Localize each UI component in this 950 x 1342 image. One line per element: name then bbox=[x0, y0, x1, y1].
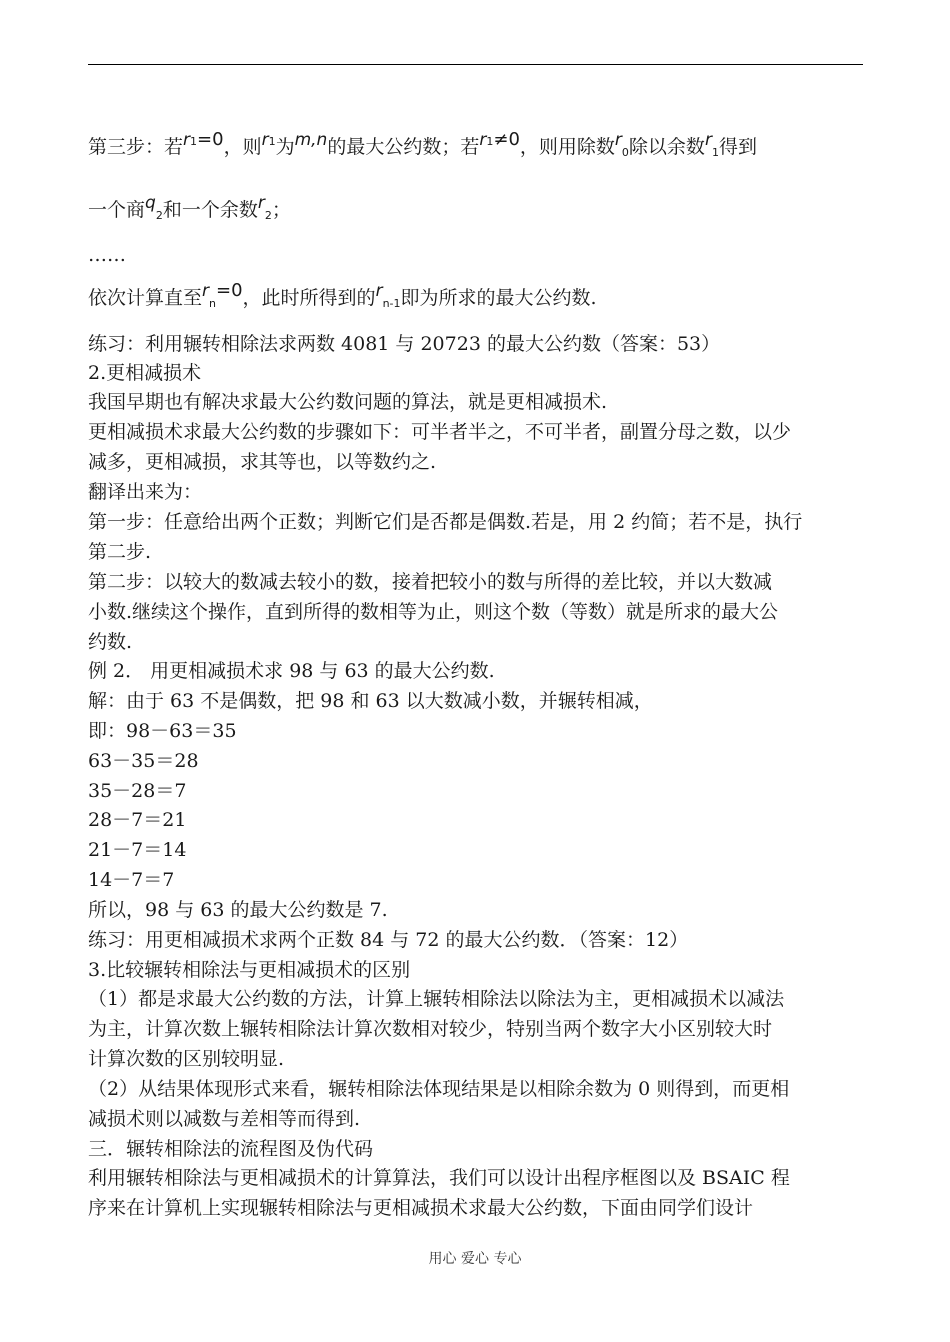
page-footer: 用心 爱心 专心 bbox=[428, 1251, 522, 1267]
text-segment: ； bbox=[271, 199, 291, 221]
paragraph-line: 利用辗转相除法与更相减损术的计算算法，我们可以设计出程序框图以及 BSAIC 程 bbox=[88, 1167, 790, 1189]
example-2-title: 例 2． 用更相减损术求 98 与 63 的最大公约数. bbox=[88, 660, 495, 682]
math-subscript: n bbox=[209, 297, 216, 310]
paragraph-line: 第二步. bbox=[88, 541, 152, 563]
text-segment: 即为所求的最大公约数. bbox=[400, 287, 597, 309]
text-segment: 除以余数 bbox=[628, 136, 705, 158]
math-subscript: n-1 bbox=[382, 297, 401, 310]
text-segment: 一个商 bbox=[88, 199, 146, 221]
calc-line: 63－35＝28 bbox=[88, 750, 199, 772]
paragraph-line: （1）都是求最大公约数的方法，计算上辗转相除法以除法为主，更相减损术以减法 bbox=[88, 988, 785, 1010]
step3-line-2 bbox=[88, 193, 868, 226]
math-subscript: 1 bbox=[711, 146, 719, 159]
calc-line: 21－7＝14 bbox=[88, 839, 187, 861]
math-var-r: r bbox=[375, 281, 383, 301]
math-var-r: r bbox=[183, 130, 191, 150]
math-var-q: q bbox=[145, 193, 156, 213]
paragraph-line: 第一步：任意给出两个正数；判断它们是否都是偶数.若是，用 2 约简；若不是，执行 bbox=[88, 511, 803, 533]
paragraph-line: 第二步：以较大的数减去较小的数，接着把较小的数与所得的差比较，并以大数减 bbox=[88, 571, 773, 593]
math-subscript: 2 bbox=[264, 209, 272, 222]
section-title-2: 2.更相减损术 bbox=[88, 362, 202, 384]
paragraph-line: 减损术则以减数与差相等而得到. bbox=[88, 1108, 361, 1130]
paragraph-line: 序来在计算机上实现辗转相除法与更相减损术求最大公约数，下面由同学们设计 bbox=[88, 1197, 754, 1219]
paragraph-line: 为主，计算次数上辗转相除法计算次数相对较少，特别当两个数字大小区别较大时 bbox=[88, 1018, 773, 1040]
text-segment: ，此时所得到的 bbox=[242, 287, 376, 309]
math-equals-zero: =0 bbox=[216, 280, 243, 301]
text-segment: 的最大公约数；若 bbox=[327, 136, 480, 158]
paragraph-line: 我国早期也有解决求最大公约数问题的算法，就是更相减损术. bbox=[88, 391, 608, 413]
ellipsis: …… bbox=[88, 244, 126, 266]
math-vars-mn: m,n bbox=[294, 130, 328, 150]
section-heading-three: 三．辗转相除法的流程图及伪代码 bbox=[88, 1138, 374, 1160]
text-segment: 得到 bbox=[718, 136, 757, 158]
math-subscript: 0 bbox=[621, 146, 629, 159]
math-subscript: 2 bbox=[155, 209, 163, 222]
text-segment: ，则 bbox=[223, 136, 262, 158]
math-var-r: r bbox=[614, 130, 622, 150]
math-var-r: r bbox=[704, 130, 712, 150]
math-not-equal-zero: ≠0 bbox=[493, 129, 520, 150]
practice-1: 练习：利用辗转相除法求两数 4081 与 20723 的最大公约数（答案：53） bbox=[88, 333, 721, 355]
step3-line-1 bbox=[88, 129, 868, 163]
math-equals-zero: =0 bbox=[197, 129, 224, 150]
until-line bbox=[88, 280, 868, 314]
math-var-r: r bbox=[261, 130, 269, 150]
math-var-r: r bbox=[257, 193, 265, 213]
paragraph-line: 更相减损术求最大公约数的步骤如下：可半者半之，不可半者，副置分母之数，以少 bbox=[88, 421, 792, 443]
text-segment: 和一个余数 bbox=[162, 199, 258, 221]
paragraph-line: 减多，更相减损，求其等也，以等数约之. bbox=[88, 451, 437, 473]
calc-line: 35－28＝7 bbox=[88, 780, 187, 802]
calc-line: 即：98－63＝35 bbox=[88, 720, 237, 742]
paragraph-line: （2）从结果体现形式来看，辗转相除法体现结果是以相除余数为 0 则得到，而更相 bbox=[88, 1078, 790, 1100]
section-title-3: 3.比较辗转相除法与更相减损术的区别 bbox=[88, 959, 411, 981]
calc-line: 14－7＝7 bbox=[88, 869, 175, 891]
text-segment: 第三步：若 bbox=[88, 136, 184, 158]
math-var-r: r bbox=[202, 281, 210, 301]
paragraph-line: 翻译出来为： bbox=[88, 481, 203, 503]
text-segment: ，则用除数 bbox=[519, 136, 615, 158]
text-segment: 依次计算直至 bbox=[88, 287, 203, 309]
math-subscript: 1 bbox=[268, 135, 276, 148]
calc-line: 28－7＝21 bbox=[88, 809, 187, 831]
conclusion-line: 所以，98 与 63 的最大公约数是 7. bbox=[88, 899, 388, 921]
header-rule bbox=[88, 64, 863, 65]
paragraph-line: 约数. bbox=[88, 631, 133, 653]
paragraph-line: 小数.继续这个操作，直到所得的数相等为止，则这个数（等数）就是所求的最大公 bbox=[88, 601, 779, 623]
math-var-r: r bbox=[479, 130, 487, 150]
math-subscript: 1 bbox=[486, 135, 494, 148]
solution-line: 解：由于 63 不是偶数，把 98 和 63 以大数减小数，并辗转相减， bbox=[88, 690, 653, 712]
math-subscript: 1 bbox=[190, 135, 198, 148]
paragraph-line: 计算次数的区别较明显. bbox=[88, 1048, 285, 1070]
practice-2: 练习：用更相减损术求两个正数 84 与 72 的最大公约数．（答案：12） bbox=[88, 929, 689, 951]
text-segment: 为 bbox=[275, 136, 295, 158]
